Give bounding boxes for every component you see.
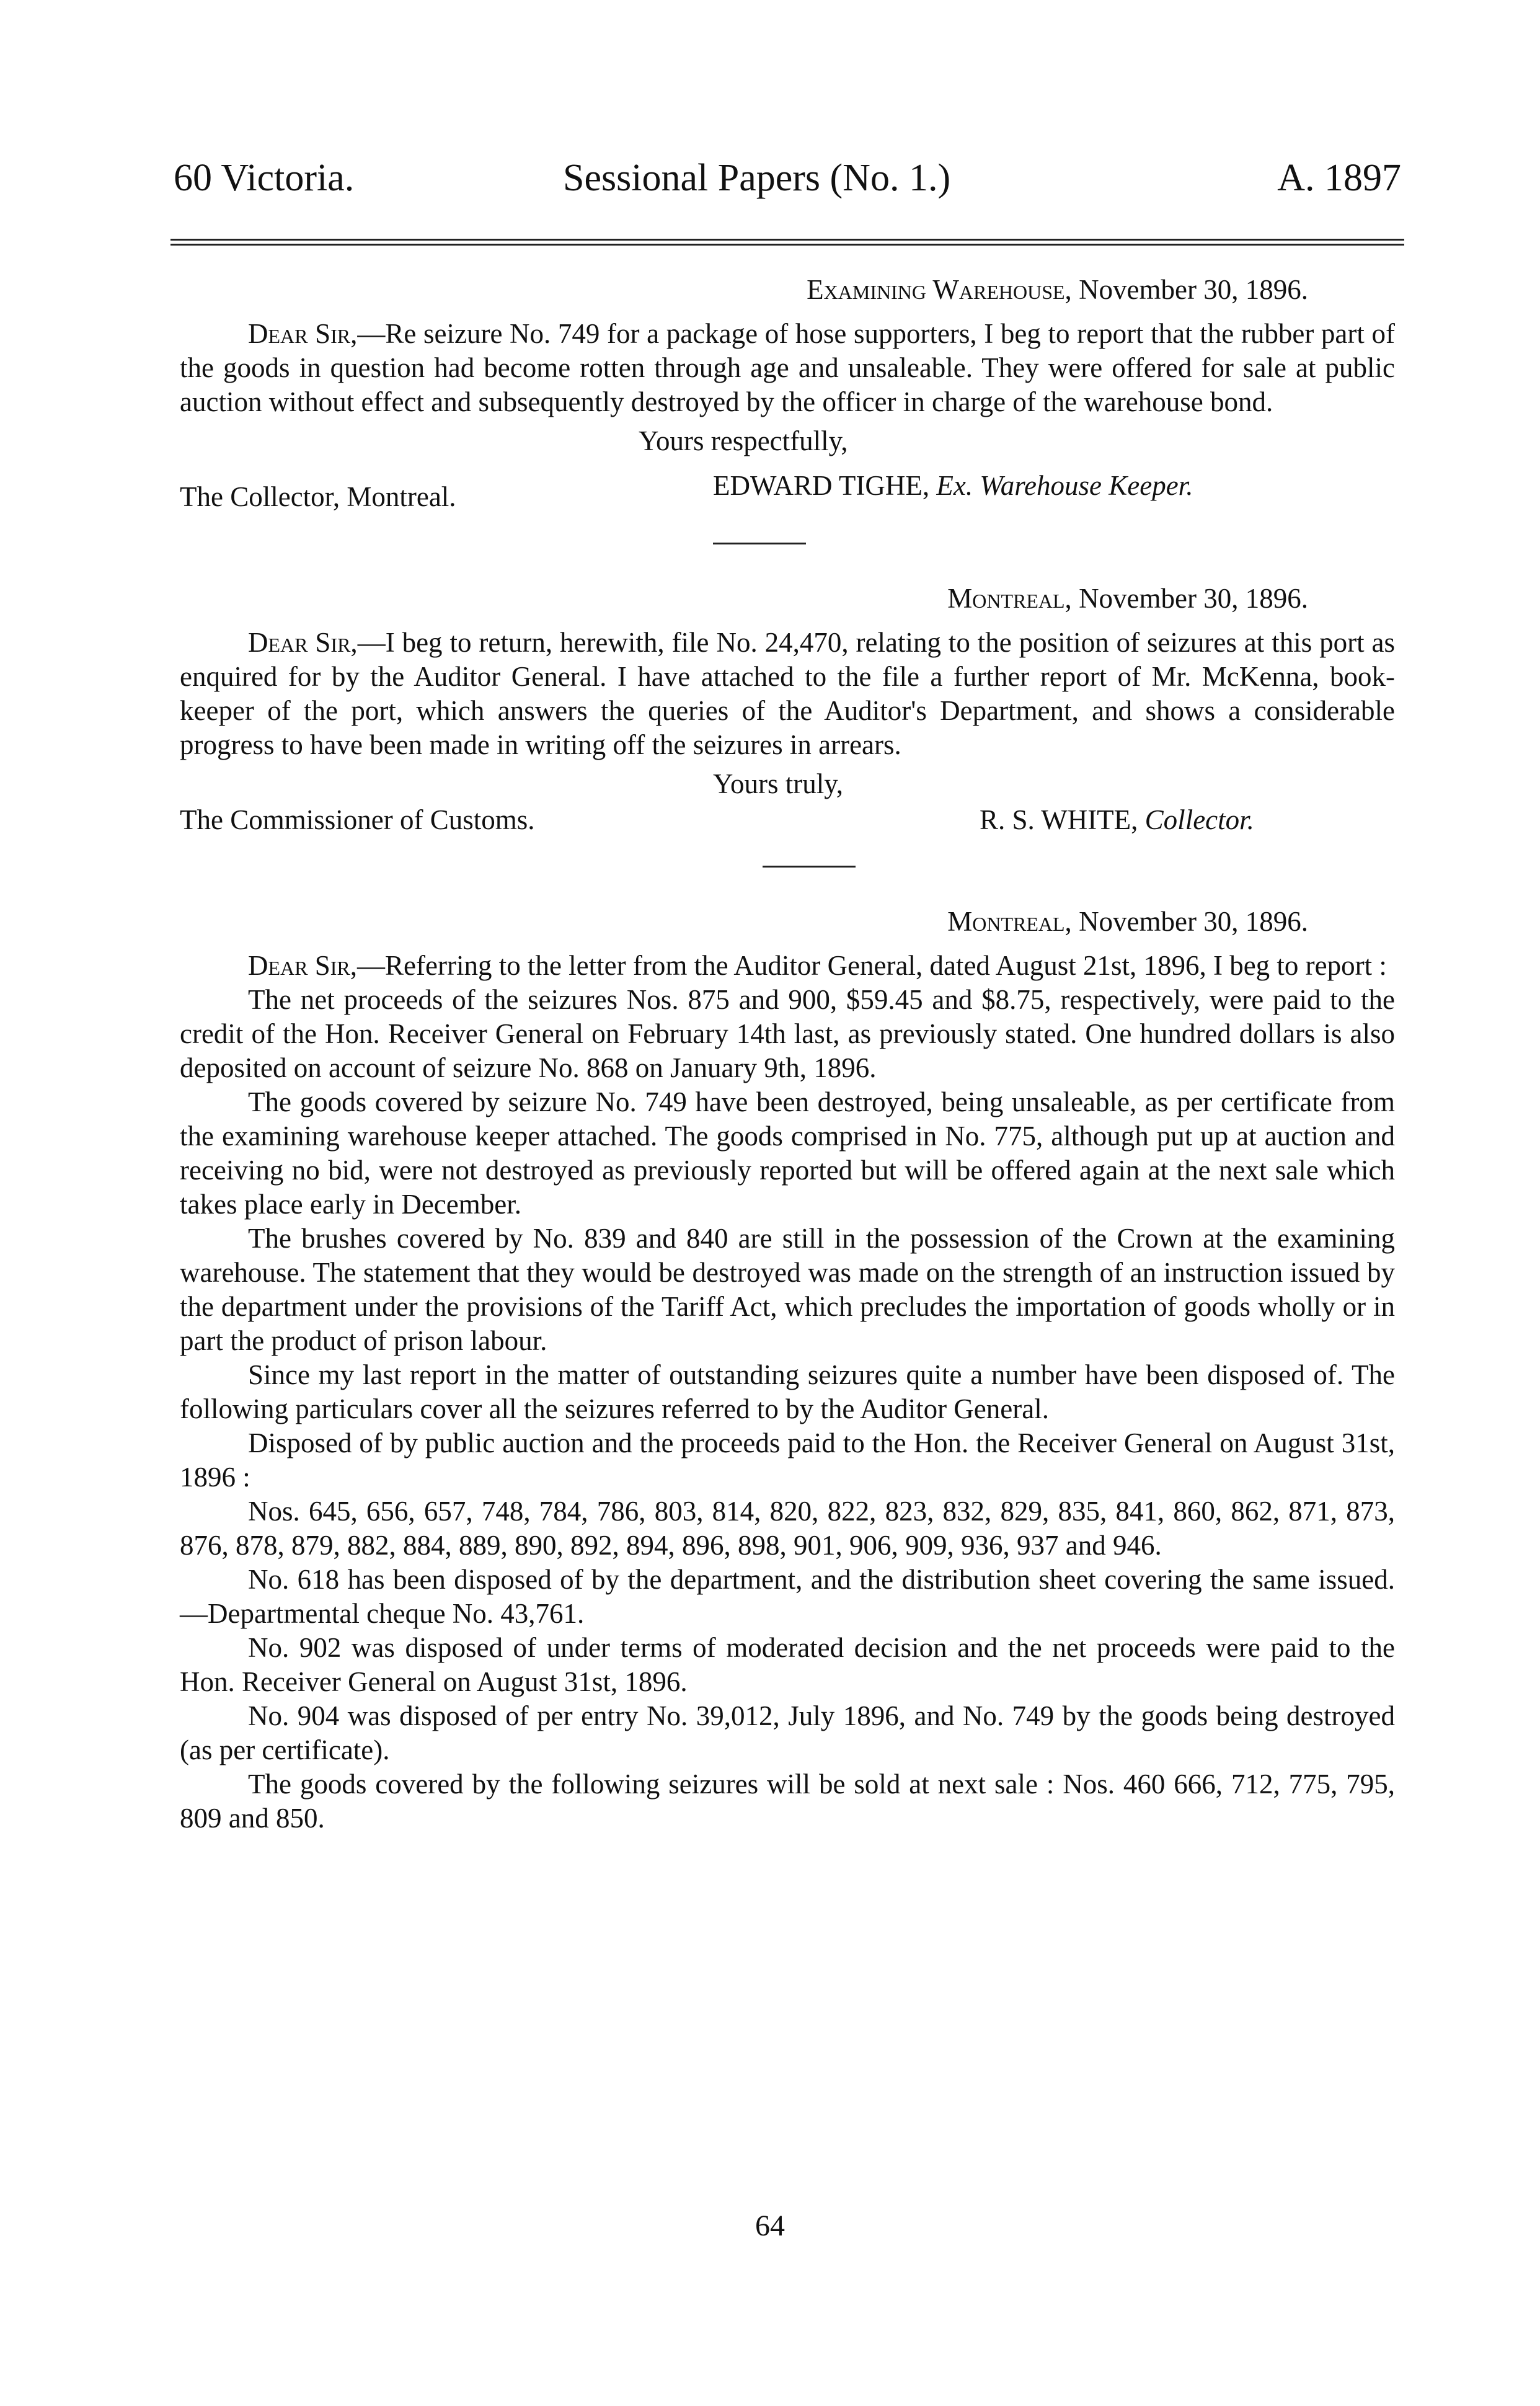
letter2-signer-title: Collector. [1144, 804, 1254, 835]
letter-divider [763, 866, 856, 868]
letter1-text: —Re seizure No. 749 for a package of hose supporters, I beg to report that the rubber part of the goods in question had become rotten through age and unsaleable. They were offered for sale at public auction without effect and subsequently destroyed by the officer in charge of the warehouse bond. [180, 318, 1396, 417]
letter2-text: —I beg to return, herewith, file No. 24,470, relating to the position of seizures at this port as enquired for by the Auditor General. I have attached to the file a further report of Mr. McKenna, book-keeper of the port, which answers the queries of the Auditor's Department, and shows a considerable progress to have been made in writing off the seizures in arrears. [180, 627, 1395, 760]
letter-warehouse [180, 273, 1395, 514]
letter3-paragraph: No. 904 was disposed of per entry No. 39,012, July 1896, and No. 749 by the goods being destroyed (as per certificate). [180, 1700, 1395, 1765]
letter3-intro-text: —Referring to the letter from the Auditor General, dated August 21st, 1896, I beg to report : [357, 950, 1387, 981]
letter3-paragraph: No. 618 has been disposed of by the department, and the distribution sheet covering the same issued.—Departmental cheque No. 43,761. [180, 1564, 1395, 1629]
letter2-dateline [180, 582, 1395, 616]
letter3-paragraph: The goods covered by seizure No. 749 have been destroyed, being unsaleable, as per certificate from the examining warehouse keeper attached. The goods comprised in No. 775, although put up at auction and receiving no bid, were not destroyed as previously reported but will be offered again at the next sale which takes place early in December. [180, 1086, 1395, 1220]
letter-collector [180, 582, 1395, 837]
letter3-paragraph: The goods covered by the following seizures will be sold at next sale : Nos. 460 666, 712, 775, 795, 809 and 850. [180, 1769, 1395, 1834]
letter1-body [180, 317, 1395, 419]
letter2-body [180, 626, 1395, 762]
letter1-signer: EDWARD TIGHE, [713, 470, 930, 501]
header-series: Sessional Papers (No. 1.) [563, 157, 951, 199]
letter3-paragraph: Disposed of by public auction and the proceeds paid to the Hon. the Receiver General on August 31st, 1896 : [180, 1427, 1395, 1493]
letter1-signer-title: Ex. Warehouse Keeper. [936, 470, 1193, 501]
letter1-addressee: The Collector, Montreal. [180, 481, 456, 512]
page-number: 64 [755, 2209, 785, 2242]
letter3-paragraph: The brushes covered by No. 839 and 840 are still in the possession of the Crown at the examining warehouse. The statement that they would be destroyed was made on the strength of an instruction issued by the department under the provisions of the Tariff Act, which precludes the importation of goods wholly or in part the product of prison labour. [180, 1223, 1395, 1356]
letter-divider [713, 543, 806, 544]
letter2-signer: R. S. WHITE, [980, 804, 1138, 835]
letter1-closing: Yours respectfully, [639, 425, 848, 456]
letter3-place: Montreal, [947, 906, 1072, 937]
letter2-signature [980, 803, 1254, 837]
letter2-salutation: Dear Sir, [248, 627, 358, 658]
running-head [174, 156, 1401, 206]
letter2-addressee: The Commissioner of Customs. [180, 804, 535, 835]
letter3-paragraph: The net proceeds of the seizures Nos. 875 and 900, $59.45 and $8.75, respectively, were paid to the credit of the Hon. Receiver General on February 14th last, as previously stated. One hundred dollars is also deposited on account of seizure No. 868 on January 9th, 1896. [180, 984, 1395, 1083]
letter2-date: November 30, 1896. [1079, 583, 1308, 614]
letter2-place: Montreal, [947, 583, 1072, 614]
letter3-intro [180, 949, 1395, 983]
letter1-signature-row [180, 469, 1395, 514]
letter2-signature-row [180, 801, 1395, 837]
header-rule-top [170, 239, 1404, 241]
header-rule-bottom [170, 244, 1404, 246]
letter3-dateline [180, 905, 1395, 939]
letter1-signature [713, 469, 1193, 503]
header-year: A. 1897 [1277, 157, 1401, 199]
letter3-salutation: Dear Sir, [248, 950, 358, 981]
letter1-salutation: Dear Sir, [248, 318, 358, 349]
letter1-date: November 30, 1896. [1079, 274, 1308, 305]
letter3-paragraph: No. 902 was disposed of under terms of moderated decision and the net proceeds were paid to the Hon. Receiver General on August 31st, 1896. [180, 1632, 1395, 1697]
letter1-place: Examining Warehouse, [807, 274, 1072, 305]
letter-report [180, 905, 1395, 1836]
letter3-date: November 30, 1896. [1079, 906, 1308, 937]
letter3-paragraph: Since my last report in the matter of outstanding seizures quite a number have been disposed of. The following particulars cover all the seizures referred to by the Auditor General. [180, 1359, 1395, 1424]
letters-body [180, 273, 1395, 1836]
letter1-dateline [180, 273, 1395, 307]
letter2-closing: Yours truly, [713, 768, 844, 799]
header-session: 60 Victoria. [174, 157, 355, 199]
letter3-paragraph: Nos. 645, 656, 657, 748, 784, 786, 803, 814, 820, 822, 823, 832, 829, 835, 841, 860, 862, 871, 873, 876, 878, 879, 882, 884, 889, 890, 892, 894, 896, 898, 901, 906, 909, 936, 937 and 946. [180, 1496, 1395, 1561]
